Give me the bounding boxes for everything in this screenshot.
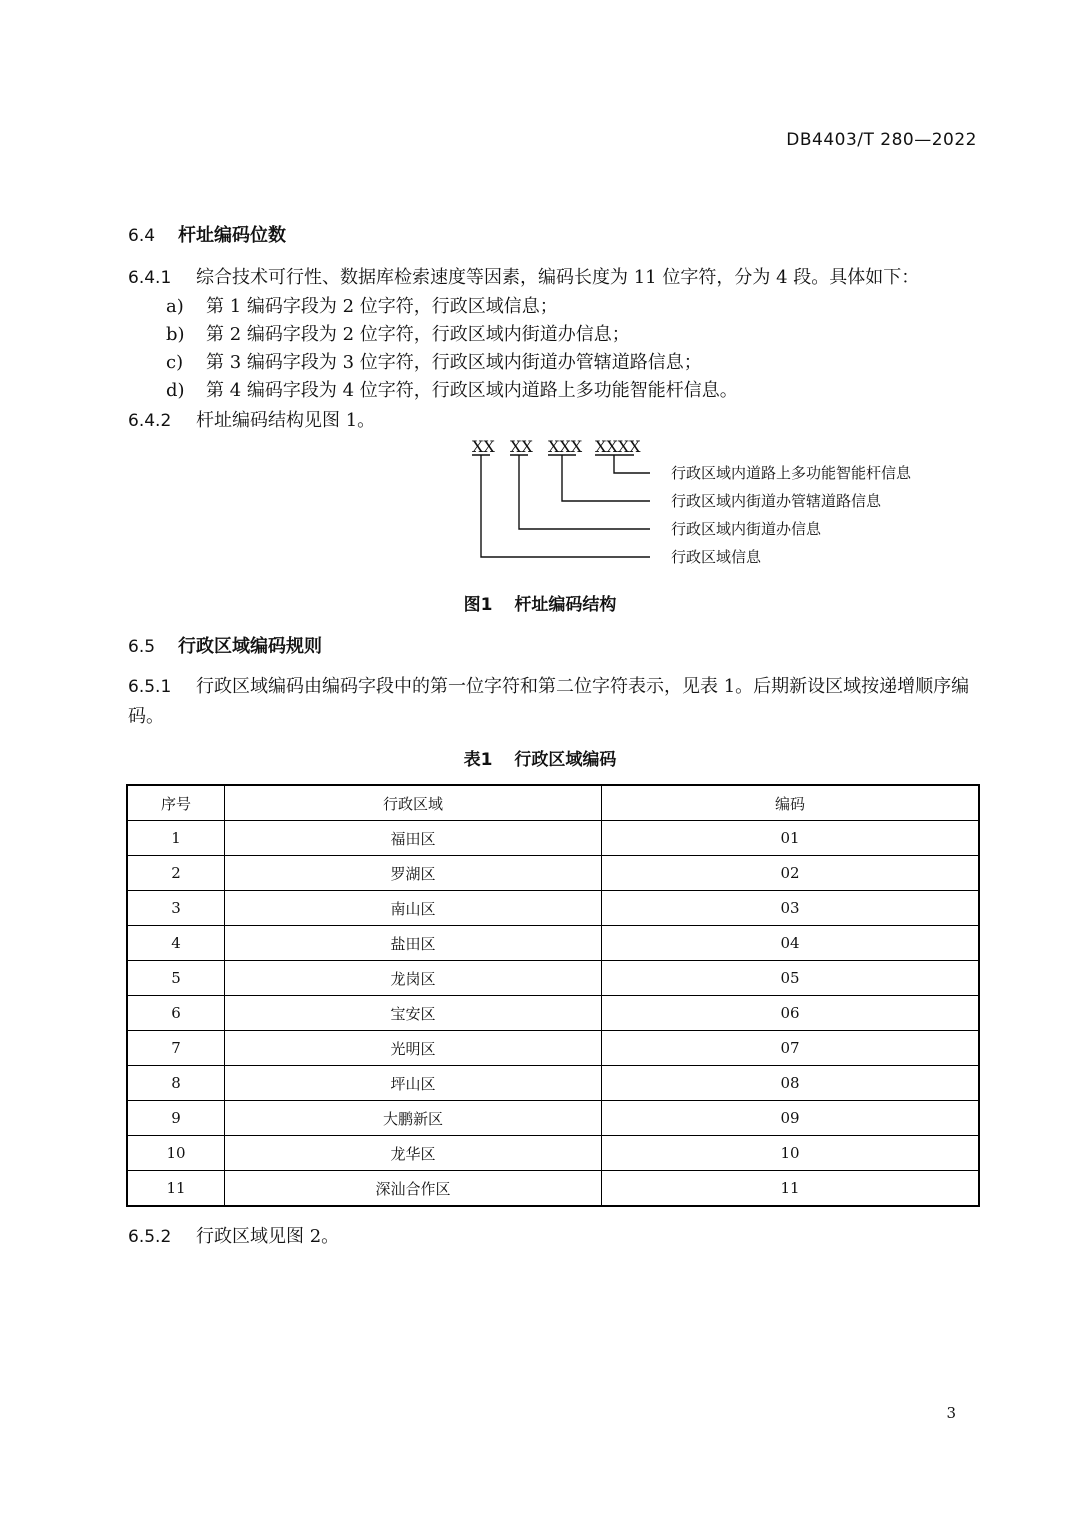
figure-number: 图1	[463, 595, 493, 615]
list-text: 第 3 编码字段为 3 位字符，行政区域内街道办管辖道路信息；	[206, 352, 702, 373]
list-text: 第 2 编码字段为 2 位字符，行政区域内街道办信息；	[206, 324, 630, 345]
clause-6-5-1	[128, 672, 978, 732]
table-row	[127, 1171, 979, 1207]
cell-region: 大鹏新区	[225, 1101, 602, 1136]
list-marker: c)	[166, 352, 184, 373]
table-row	[127, 891, 979, 926]
cell-index: 8	[127, 1066, 225, 1101]
figure-caption	[0, 590, 1080, 615]
clause-6-4-1	[128, 263, 919, 289]
label-road-info: 行政区域内街道办管辖道路信息	[671, 492, 882, 510]
cell-code: 04	[602, 926, 980, 961]
clause-number: 6.5.1	[128, 677, 172, 697]
clause-6-5-2	[128, 1222, 339, 1248]
cell-index: 2	[127, 856, 225, 891]
section-heading-6-5	[128, 632, 322, 658]
table-row	[127, 1031, 979, 1066]
table-row	[127, 1136, 979, 1171]
list-item-d	[166, 376, 738, 402]
cell-code: 03	[602, 891, 980, 926]
section-title: 杆址编码位数	[178, 225, 286, 246]
connector-2	[519, 455, 650, 529]
table-number: 表1	[463, 750, 493, 770]
table-row	[127, 996, 979, 1031]
connector-4	[614, 455, 650, 473]
list-text: 第 4 编码字段为 4 位字符，行政区域内道路上多功能智能杆信息。	[206, 380, 738, 401]
clause-text: 行政区域见图 2。	[196, 1226, 340, 1247]
code-segment-2: XX	[510, 437, 533, 456]
cell-index: 9	[127, 1101, 225, 1136]
header-region: 行政区域	[225, 785, 602, 821]
cell-code: 06	[602, 996, 980, 1031]
clause-text: 杆址编码结构见图 1。	[196, 410, 376, 431]
cell-code: 07	[602, 1031, 980, 1066]
cell-region: 坪山区	[225, 1066, 602, 1101]
cell-region: 盐田区	[225, 926, 602, 961]
cell-index: 11	[127, 1171, 225, 1207]
section-number: 6.4	[128, 226, 156, 246]
header-index: 序号	[127, 785, 225, 821]
connector-3	[562, 455, 650, 501]
cell-code: 01	[602, 821, 980, 856]
clause-number: 6.4.1	[128, 268, 172, 288]
table-row	[127, 926, 979, 961]
cell-index: 10	[127, 1136, 225, 1171]
cell-region: 罗湖区	[225, 856, 602, 891]
cell-index: 7	[127, 1031, 225, 1066]
cell-code: 09	[602, 1101, 980, 1136]
cell-index: 5	[127, 961, 225, 996]
table-title: 行政区域编码	[514, 750, 617, 770]
figure-title: 杆址编码结构	[514, 595, 617, 615]
label-pole-info: 行政区域内道路上多功能智能杆信息	[671, 464, 912, 482]
list-marker: a)	[166, 296, 184, 317]
cell-index: 4	[127, 926, 225, 961]
code-segment-4: XXXX	[595, 437, 641, 456]
table-row	[127, 821, 979, 856]
code-segment-3: XXX	[548, 437, 583, 456]
connector-1	[481, 455, 650, 557]
document-code: DB4403/T 280—2022	[786, 130, 977, 150]
section-number: 6.5	[128, 637, 156, 657]
cell-index: 3	[127, 891, 225, 926]
cell-code: 10	[602, 1136, 980, 1171]
cell-code: 05	[602, 961, 980, 996]
table-row	[127, 856, 979, 891]
list-marker: b)	[166, 324, 185, 345]
cell-region: 光明区	[225, 1031, 602, 1066]
clause-number: 6.4.2	[128, 411, 172, 431]
clause-text: 行政区域编码由编码字段中的第一位字符和第二位字符表示，见表 1。后期新设区域按递增顺序编码。	[128, 676, 970, 727]
cell-region: 龙岗区	[225, 961, 602, 996]
table-row	[127, 961, 979, 996]
cell-code: 11	[602, 1171, 980, 1207]
header-code: 编码	[602, 785, 980, 821]
table-caption	[0, 745, 1080, 770]
cell-region: 深汕合作区	[225, 1171, 602, 1207]
cell-region: 宝安区	[225, 996, 602, 1031]
code-segment-1: XX	[472, 437, 495, 456]
cell-region: 福田区	[225, 821, 602, 856]
table-row	[127, 1101, 979, 1136]
list-marker: d)	[166, 380, 185, 401]
section-heading-6-4	[128, 221, 286, 247]
label-region-info: 行政区域信息	[671, 548, 762, 566]
cell-code: 02	[602, 856, 980, 891]
list-text: 第 1 编码字段为 2 位字符，行政区域信息；	[206, 296, 558, 317]
clause-number: 6.5.2	[128, 1227, 172, 1247]
cell-region: 南山区	[225, 891, 602, 926]
clause-6-4-2	[128, 406, 375, 432]
cell-index: 1	[127, 821, 225, 856]
label-street-office-info: 行政区域内街道办信息	[671, 520, 822, 538]
list-item-c	[166, 348, 702, 374]
clause-text: 综合技术可行性、数据库检索速度等因素，编码长度为 11 位字符，分为 4 段。具体如下：	[196, 267, 920, 288]
page-number: 3	[946, 1404, 956, 1422]
table-header-row	[127, 785, 979, 821]
table-row	[127, 1066, 979, 1101]
list-item-a	[166, 292, 558, 318]
cell-index: 6	[127, 996, 225, 1031]
list-item-b	[166, 320, 630, 346]
cell-region: 龙华区	[225, 1136, 602, 1171]
section-title: 行政区域编码规则	[178, 636, 322, 657]
cell-code: 08	[602, 1066, 980, 1101]
code-structure-diagram	[460, 430, 960, 580]
region-code-table	[126, 784, 980, 1207]
